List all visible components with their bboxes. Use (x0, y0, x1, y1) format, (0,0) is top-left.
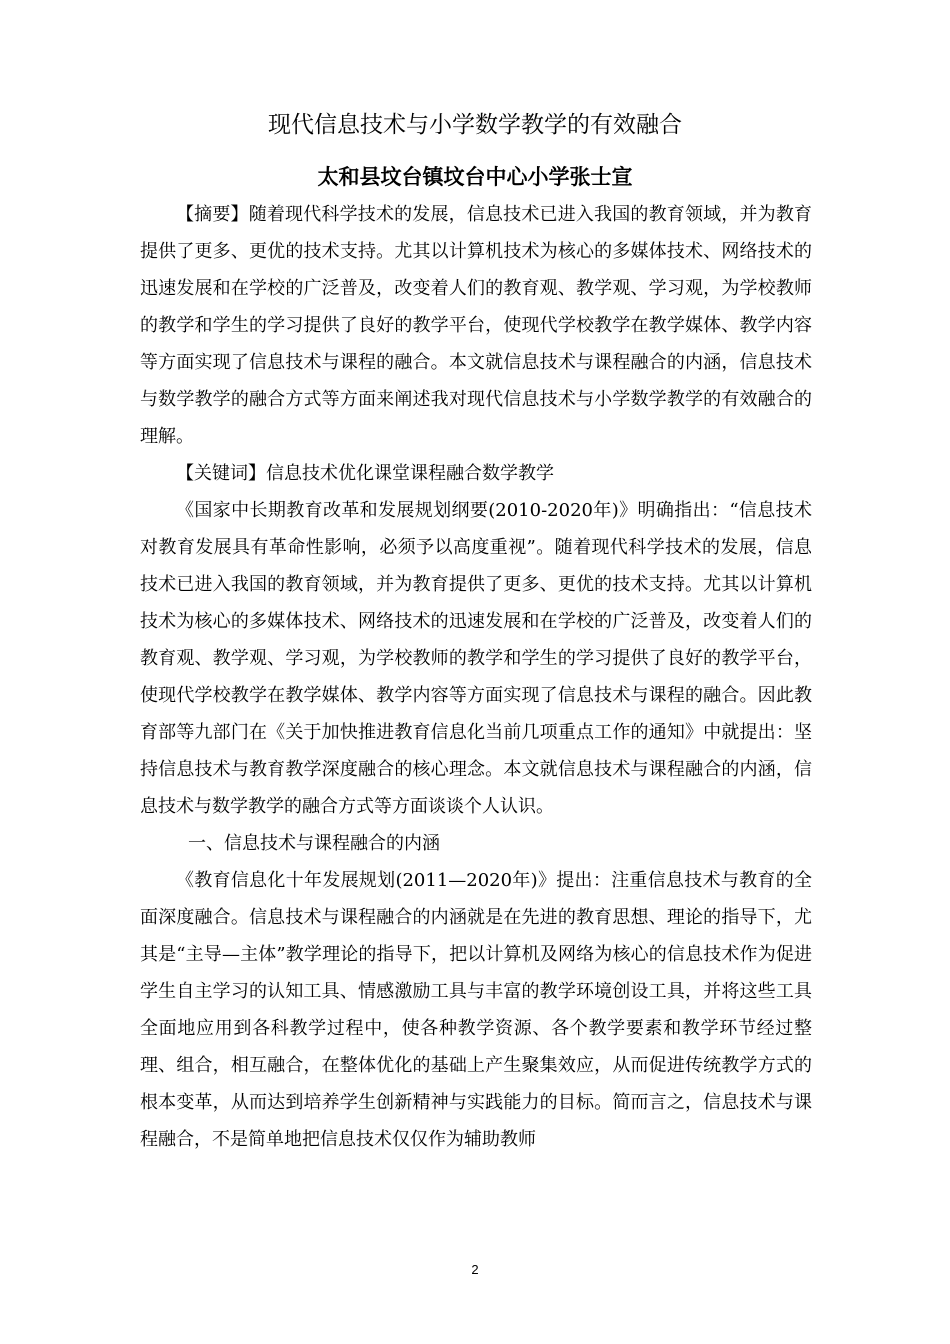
intro-paragraph: 《国家中长期教育改革和发展规划纲要(2010-2020年)》明确指出：“信息技术对教育发展具有革命性影响，必须予以高度重视”。随着现代科学技术的发展，信息技术已进入我国的教育领域，并为教育提供了更多、更优的技术支持。尤其以计算机技术为核心的多媒体技术、网络技术的迅速发展和在学校的广泛普及，改变着人们的教育观、教学观、学习观，为学校教师的教学和学生的学习提供了良好的教学平台，使现代学校教学在教学媒体、教学内容等方面实现了信息技术与课程的融合。因此教育部等九部门在《关于加快推进教育信息化当前几项重点工作的通知》中就提出：坚持信息技术与教育教学深度融合的核心理念。本文就信息技术与课程融合的内涵，信息技术与数学教学的融合方式等方面谈谈个人认识。 (140, 500, 812, 817)
page-number: 2 (471, 1262, 479, 1277)
document-body (140, 196, 812, 1158)
keywords-paragraph: 【关键词】信息技术优化课堂课程融合数学教学 (176, 463, 554, 484)
abstract-paragraph: 【摘要】随着现代科学技术的发展，信息技术已进入我国的教育领域，并为教育提供了更多、更优的技术支持。尤其以计算机技术为核心的多媒体技术、网络技术的迅速发展和在学校的广泛普及，改变着人们的教育观、教学观、学习观，为学校教师的教学和学生的学习提供了良好的教学平台，使现代学校教学在教学媒体、教学内容等方面实现了信息技术与课程的融合。本文就信息技术与课程融合的内涵，信息技术与数学教学的融合方式等方面来阐述我对现代信息技术与小学数学教学的有效融合的理解。 (140, 204, 812, 447)
document-title: 现代信息技术与小学数学教学的有效融合 (268, 112, 682, 138)
section-heading: 一、信息技术与课程融合的内涵 (188, 833, 440, 854)
section-paragraph: 《教育信息化十年发展规划(2011—2020年)》提出：注重信息技术与教育的全面深度融合。信息技术与课程融合的内涵就是在先进的教育思想、理论的指导下，尤其是“主导—主体”教学理论的指导下，把以计算机及网络为核心的信息技术作为促进学生自主学习的认知工具、情感激励工具与丰富的教学环境创设工具，并将这些工具全面地应用到各科教学过程中，使各种教学资源、各个教学要素和教学环节经过整理、组合，相互融合，在整体优化的基础上产生聚集效应，从而促进传统教学方式的根本变革，从而达到培养学生创新精神与实践能力的目标。简而言之，信息技术与课程融合，不是简单地把信息技术仅仅作为辅助教师 (140, 870, 812, 1150)
document-author: 太和县坟台镇坟台中心小学张士宣 (317, 165, 633, 189)
